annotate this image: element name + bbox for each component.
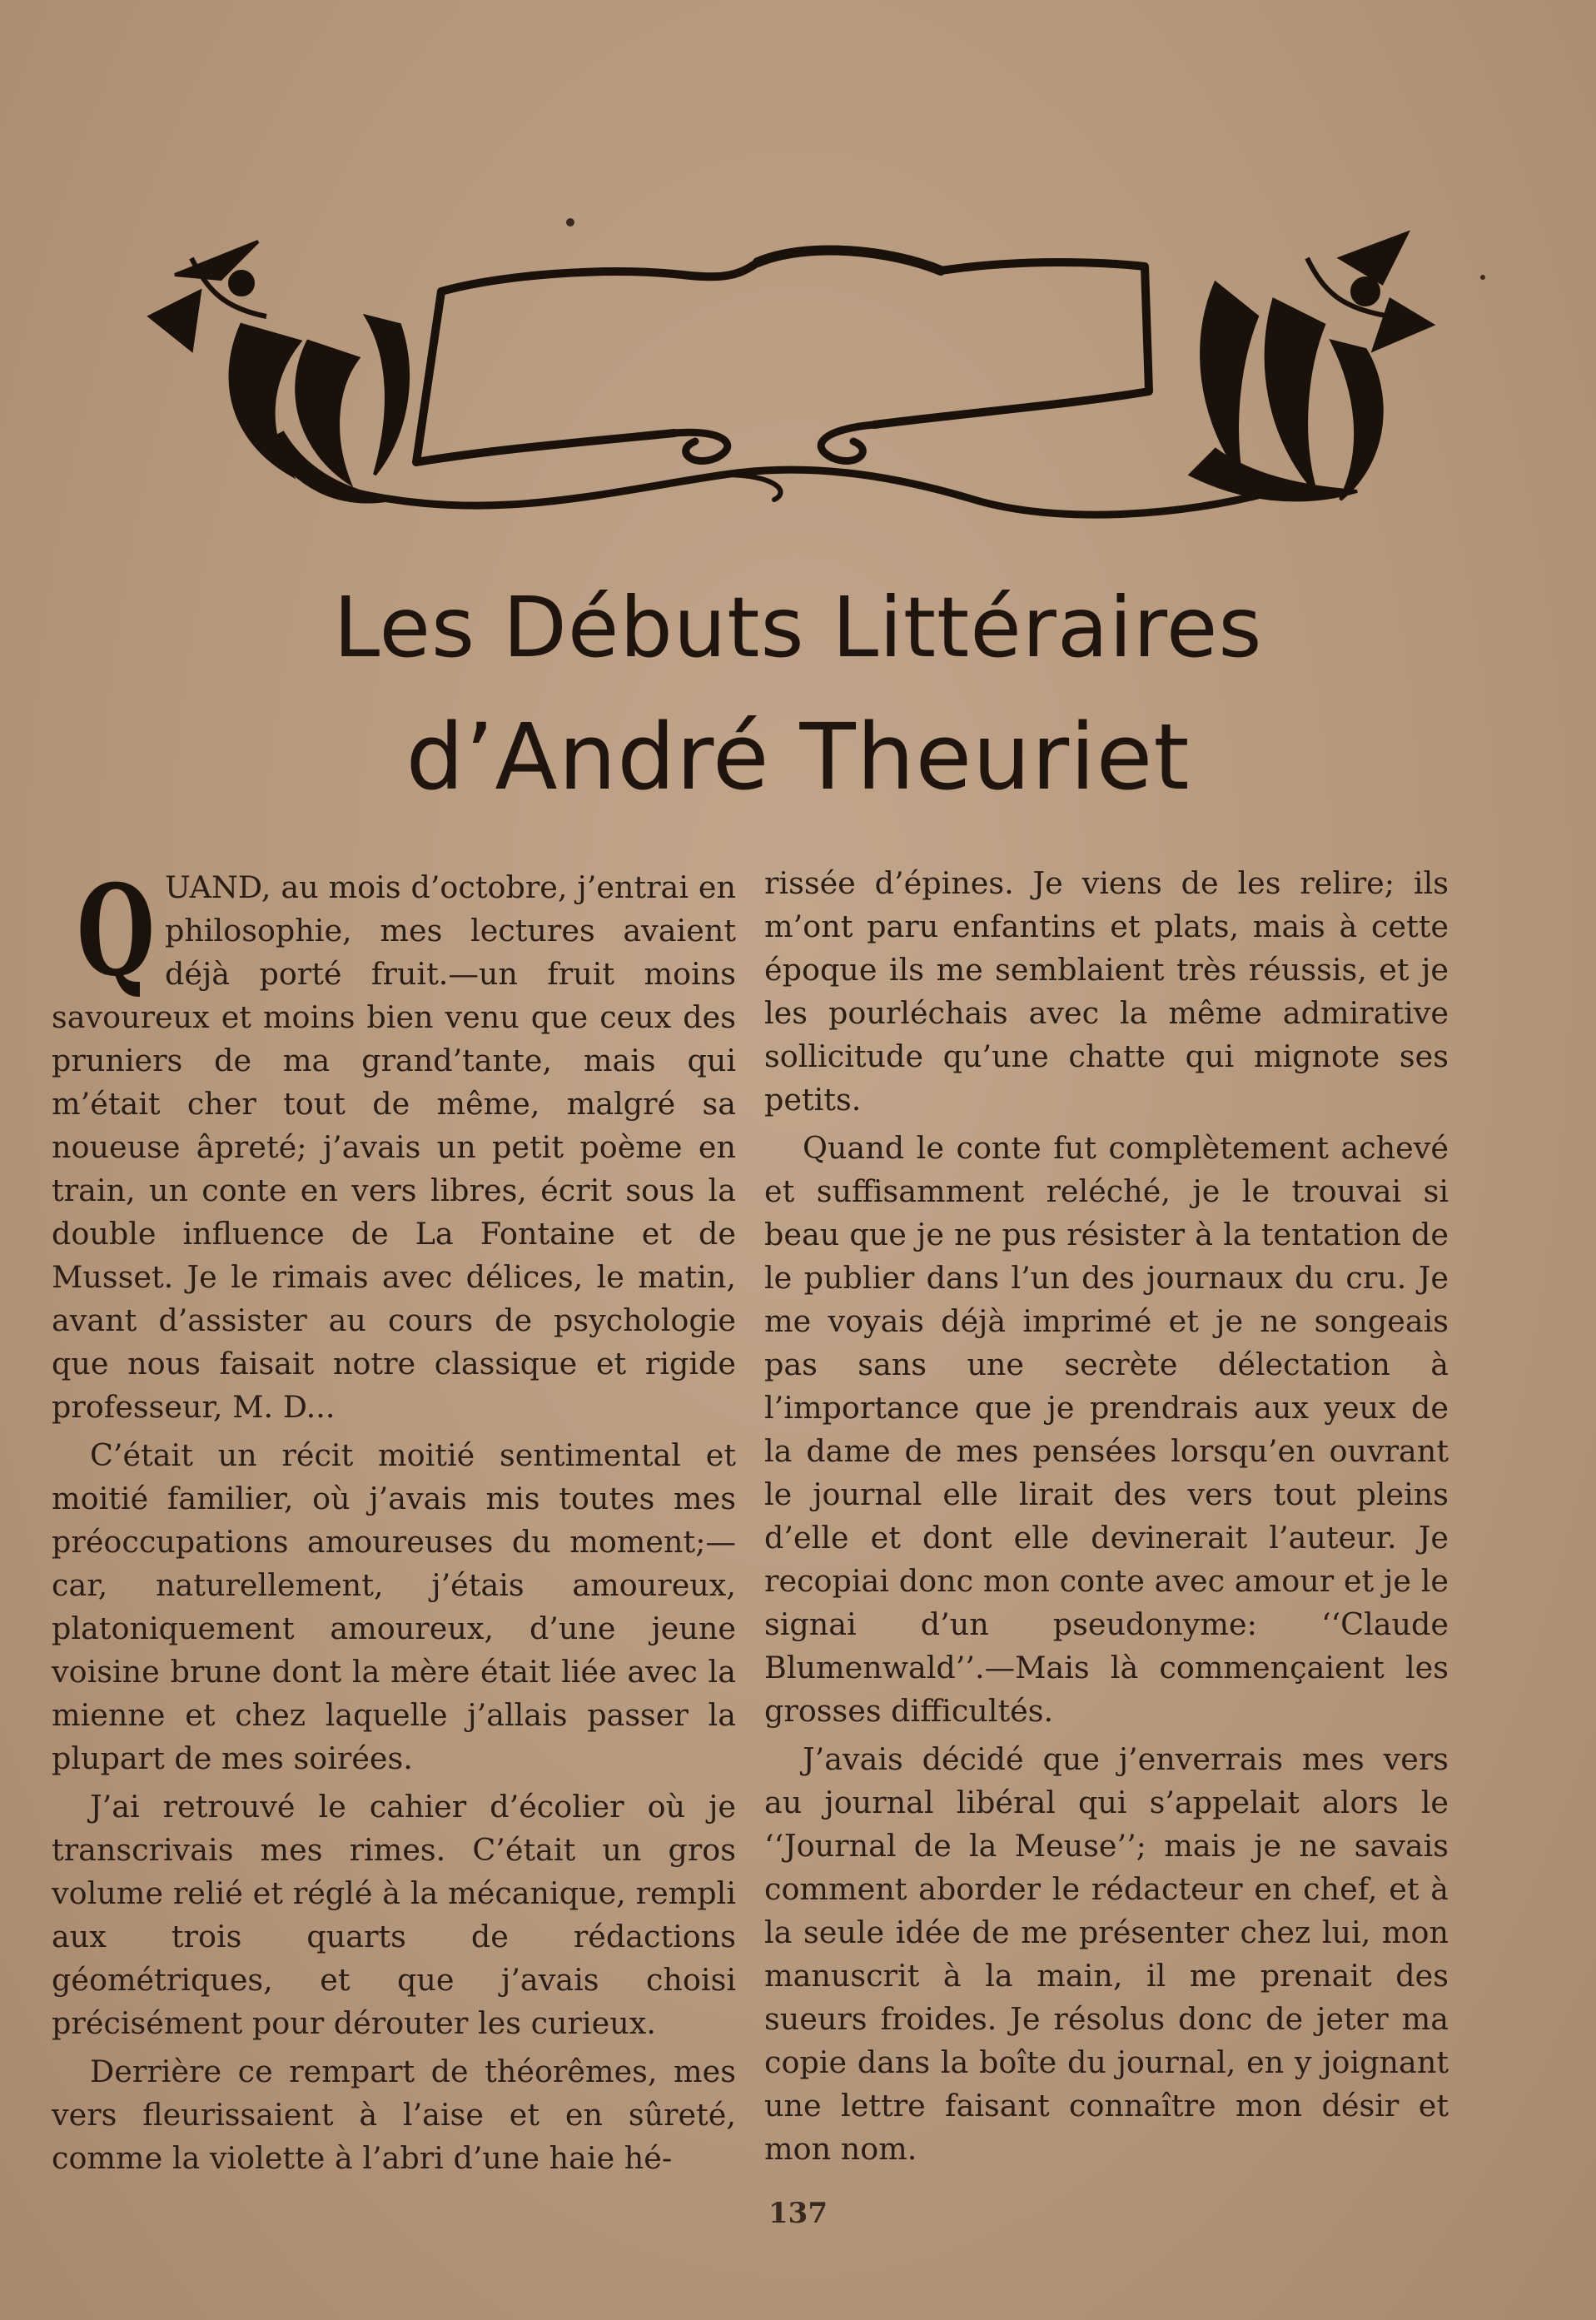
drop-cap: Q [77,858,156,1004]
paragraph: J’avais décidé que j’enverrais mes vers au journal libéral qui s’appelait alors le ‘‘Journal de la Meuse’’; mais je ne savais comment aborder le rédacteur en chef, et à la seule idée de me présenter chez lui, mon manuscrit à la main, il me prenait des sueurs froides. Je résolus donc de jeter ma copie dans la boîte du journal, en y joignant une lettre faisant connaître mon désir et mon nom. [764,1741,1449,2167]
article-title-line-2: d’André Theuriet [405,704,1191,810]
page-number: 137 [768,2197,828,2230]
paragraph: J’ai retrouvé le cahier d’écolier où je transcrivais mes rimes. C’était un gros volume relié et réglé à la mécanique, rempli aux trois quarts de rédactions géométriques, et que j’avais choisi précisément pour dérouter les curieux. [52,1789,736,2041]
ink-speck [1480,275,1485,280]
paragraph [52,858,736,1429]
article-title-line-1: Les Débuts Littéraires [333,579,1263,676]
art-nouveau-floral-banner-icon [142,225,1440,541]
paragraph-text: UAND, au mois d’octobre, j’entrai en philosophie, mes lectures avaient déjà porté fruit.—un fruit moins savoureux et moins bien venu que ceux des pruniers de ma grand’tante, mais qui m’était cher tout de même, malgré sa noueuse âpreté; j’avais un petit poème en train, un conte en vers libres, écrit sous la double influence de La Fontaine et de Musset. Je le rimais avec délices, le matin, avant d’assister au cours de psychologie que nous faisait notre classique et rigide professeur, M. D... [52,869,736,1425]
ink-speck [566,218,574,227]
paragraph: rissée d’épines. Je viens de les relire; ils m’ont paru enfantins et plats, mais à cette époque ils me semblaient très réussis, et je les pourléchais avec la même admirative sollicitude qu’une chatte qui mignote ses petits. [764,865,1449,1118]
left-text-column [52,858,736,2180]
paragraph: Quand le conte fut complètement achevé et suffisamment reléché, je le trouvai si beau que je ne pus résister à la tentation de le publier dans l’un des journaux du cru. Je me voyais déjà imprimé et je ne songeais pas sans une secrète délectation à l’importance que je prendrais aux yeux de la dame de mes pensées lorsqu’en ouvrant le journal elle lirait des vers tout pleins d’elle et dont elle devinerait l’auteur. Je recopiai donc mon conte avec amour et je le signai d’un pseudonyme: ‘‘Claude Blumenwald’’.—Mais là commençaient les grosses difficultés. [764,1130,1449,1729]
paragraph: Derrière ce rempart de théorêmes, mes vers fleurissaient à l’aise et en sûreté, comme la violette à l’abri d’une haie hé- [52,2054,736,2176]
paragraph: C’était un récit moitié sentimental et moitié familier, où j’avais mis toutes mes préoccupations amoureuses du moment;—car, naturellement, j’étais amoureux, platoniquement amoureux, d’une jeune voisine brune dont la mère était liée avec la mienne et chez laquelle j’allais passer la plupart de mes soirées. [52,1437,736,1776]
right-text-column [764,862,1449,2171]
